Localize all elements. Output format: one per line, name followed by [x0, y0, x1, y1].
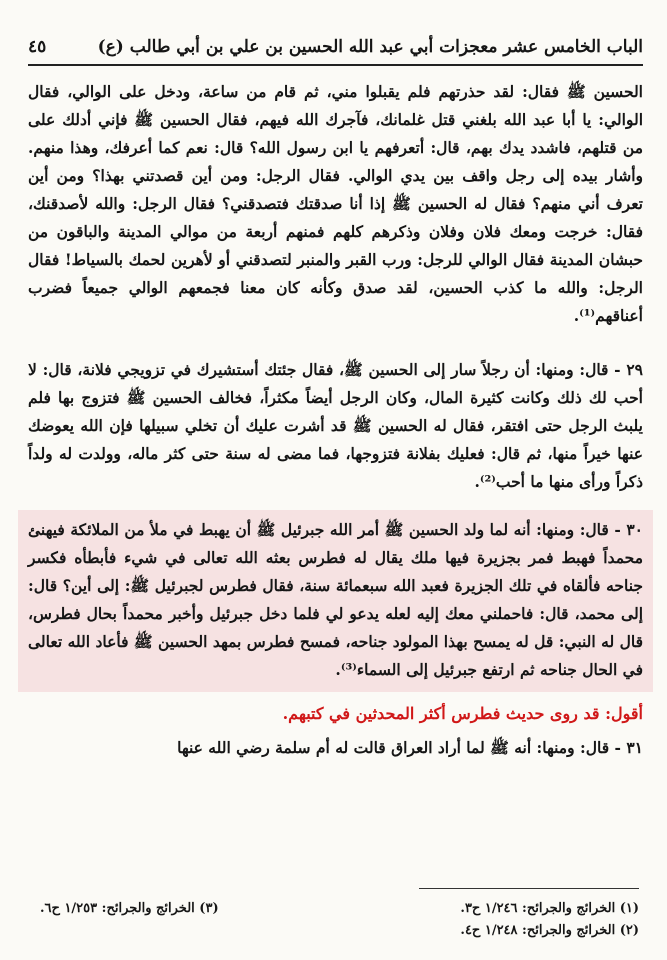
- page-header: [28, 30, 643, 66]
- footnote-2: (٢) الخرائج والجرائح: ١/٢٤٨ ح٤.: [460, 923, 639, 938]
- page-number: ٤٥: [28, 37, 47, 57]
- paragraph-hussain-servants: الحسين ﷺ فقال: لقد حذرتهم فلم يقبلوا مني، ثم قام من ساعة، ودخل على الوالي، فقال الوالي: يا أبا عبد الله بلغني قتل غلمانك، فآجرك الله فيهم، فقال الحسين ﷺ فإني أدلك على من قتلهم، فاشدد يدك بهم، قال: أتعرفهم يا ابن رسول الله؟ قال: نعم كما أعرفك، وهذا منهم. وأشار بيده إلى رجل واقف بين يدي الوالي. فقال الرجل: ومن أين قصدتني بهذا؟ ومن أين تعرف أني منهم؟ فقال له الحسين ﷺ إذا أنا صدقتك فتصدقني؟ فقال الرجل: والله لأصدقنك، فقال: خرجت ومعك فلان وفلان وذكرهم كلهم فمنهم أربعة من موالي المدينة والباقون من حبشان المدينة فقال الوالي للرجل: ورب القبر والمنبر لتصدقني أو لأهرين لحمك بالسياط! فقال الرجل: والله ما كذب الحسين، لقد صدق وكأنه كان معنا فجمعهم الوالي جميعاً فضرب أعناقهم⁽¹⁾.: [28, 82, 643, 325]
- page-body: [28, 78, 643, 762]
- chapter-title: الباب الخامس عشر معجزات أبي عبد الله الحسين بن علي بن أبي طالب (ع): [97, 37, 643, 57]
- highlighted-block: [18, 510, 653, 692]
- footnotes: [40, 898, 639, 942]
- author-comment: [28, 700, 643, 728]
- paragraph-29-marriage: ٢٩ - قال: ومنها: أن رجلاً سار إلى الحسين ﷺ، فقال جئتك أستشيرك في تزويجي فلانة، قال: لا أحب لك ذلك وكانت كثيرة المال، وكان الرجل أيضاً مكثراً، فخالف الحسين ﷺ فتزوج بها فلم يلبث الرجل حتى افتقر، فقال له الحسين ﷺ قد أشرت عليك أن تخلي سبيلها فإن الله يعوضك عنها خيراً منها، ثم قال: فعليك بفلانة فتزوجها، فما مضى له سنة حتى كثر ماله، وولدت له ولداً ذكراً ورأى منها ما أحب⁽²⁾.: [28, 360, 643, 491]
- footnote-divider: [419, 888, 639, 889]
- footnote-1: (١) الخرائج والجرائح: ١/٢٤٦ ح٣.: [460, 901, 639, 916]
- paragraph-30-futrus: ٣٠ - قال: ومنها: أنه لما ولد الحسين ﷺ أمر الله جبرئيل ﷺ أن يهبط في ملأ من الملائكة فيهنئ محمداً فهبط فمر بجزيرة فيها ملك يقال له فطرس بعثه الله تعالى في شيء فأبطأه فكسر جناحه فألقاه في تلك الجزيرة فعبد الله سبعمائة سنة، فقال فطرس لجبرئيل ﷺ: إلى أين؟ قال: إلى محمد، قال: فاحملني معك إليه لعله يدعو لي فلما دخل جبرئيل وأخبر محمداً بحال فطرس، قال له النبي: قل له يمسح بهذا المولود جناحه، فمسح فطرس بمهد الحسين ﷺ فأعاد الله تعالى في الحال جناحه ثم ارتفع جبرئيل إلى السماء⁽³⁾.: [28, 520, 643, 679]
- comment-text: قد روى حديث فطرس أكثر المحدثين في كتبهم.: [282, 704, 600, 723]
- paragraph-31-start: ٣١ - قال: ومنها: أنه ﷺ لما أراد العراق قالت له أم سلمة رضي الله عنها: [177, 738, 643, 757]
- footnote-3: (٣) الخرائج والجرائح: ١/٢٥٣ ح٦.: [40, 901, 219, 916]
- comment-label: أقول:: [605, 704, 643, 723]
